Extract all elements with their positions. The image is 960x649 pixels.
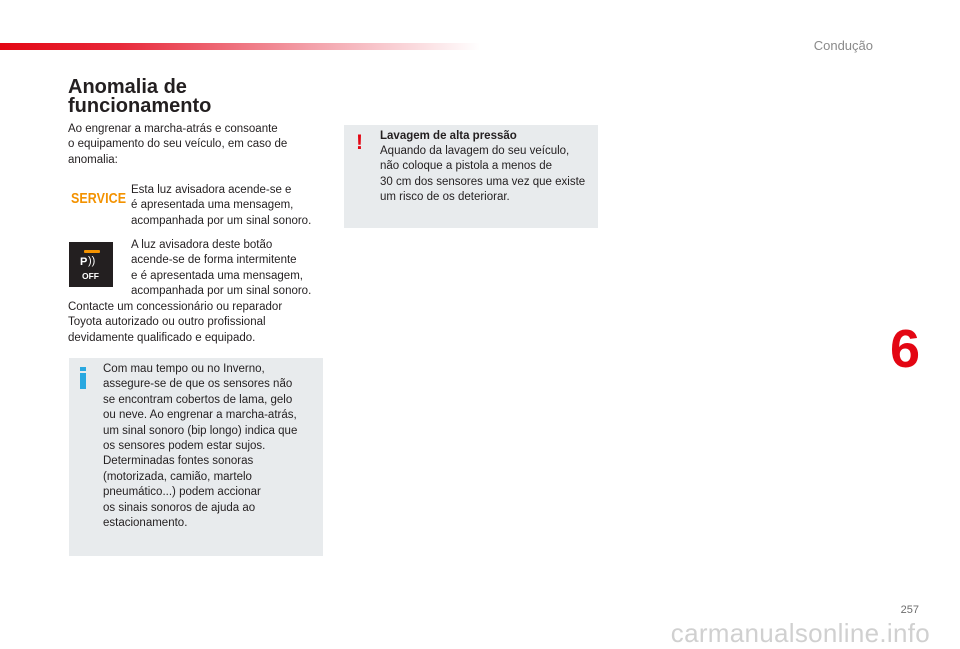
park-letter: P [80,256,88,268]
text-line: é apresentada uma mensagem, [131,199,294,212]
text-line: e é apresentada uma mensagem, [131,269,303,282]
text-line: não coloque a pistola a menos de [380,160,552,173]
text-line: Toyota autorizado ou outro profissional [68,316,266,329]
indicator-light-bar [84,250,100,253]
text-line: devidamente qualificado e equipado. [68,331,256,344]
park-button-description [131,238,311,300]
intro-paragraph [68,122,287,168]
text-line: Esta luz avisadora acende-se e [131,184,292,196]
page-number: 257 [900,604,919,616]
text-line: um risco de os deteriorar. [380,191,510,204]
text-line: assegure-se de que os sensores não [103,378,293,391]
text-line: o equipamento do seu veículo, em caso de [68,138,288,151]
service-warning-icon: SERVICE [71,191,127,207]
text-line: anomalia: [68,153,118,166]
contact-dealer-paragraph [68,300,282,346]
text-line: Com mau tempo ou no Inverno, [103,363,265,375]
section-title-line: funcionamento [68,95,212,117]
text-line: se encontram cobertos de lama, gelo [103,393,293,406]
text-line: os sinais sonoros de ajuda ao [103,501,256,514]
section-title [68,78,211,116]
text-line: pneumático...) podem accionar [103,486,261,499]
info-note-text [103,362,297,531]
warning-note-text [380,144,585,206]
text-line: acende-se de forma intermitente [131,254,297,267]
text-line: 30 cm dos sensores uma vez que existe [380,175,586,188]
park-assist-off-button-icon [69,242,113,287]
text-line: os sensores podem estar sujos. [103,440,266,453]
text-line: (motorizada, camião, martelo [103,470,252,483]
chapter-name: Condução [813,38,873,53]
header-accent-bar [0,43,480,50]
text-line: Contacte um concessionário ou reparador [68,301,283,313]
sensor-waves-icon: )) [88,255,96,267]
off-label: OFF [82,271,99,281]
service-light-description [131,183,311,229]
text-line: Determinadas fontes sonoras [103,455,254,468]
text-line: Aquando da lavagem do seu veículo, [380,145,570,157]
warning-exclamation-icon: ! [356,131,363,154]
text-line: Ao engrenar a marcha-atrás e consoante [68,123,278,135]
watermark: carmanualsonline.info [670,618,930,648]
text-line: acompanhada por um sinal sonoro. [131,285,312,298]
text-line: acompanhada por um sinal sonoro. [131,214,312,227]
chapter-number: 6 [890,319,921,379]
section-title-line: Anomalia de [68,76,187,98]
warning-title: Lavagem de alta pressão [380,130,517,142]
text-line: um sinal sonoro (bip longo) indica que [103,424,298,437]
text-line: estacionamento. [103,517,188,530]
info-icon [80,367,86,389]
text-line: A luz avisadora deste botão [131,239,273,251]
text-line: ou neve. Ao engrenar a marcha-atrás, [103,409,297,422]
